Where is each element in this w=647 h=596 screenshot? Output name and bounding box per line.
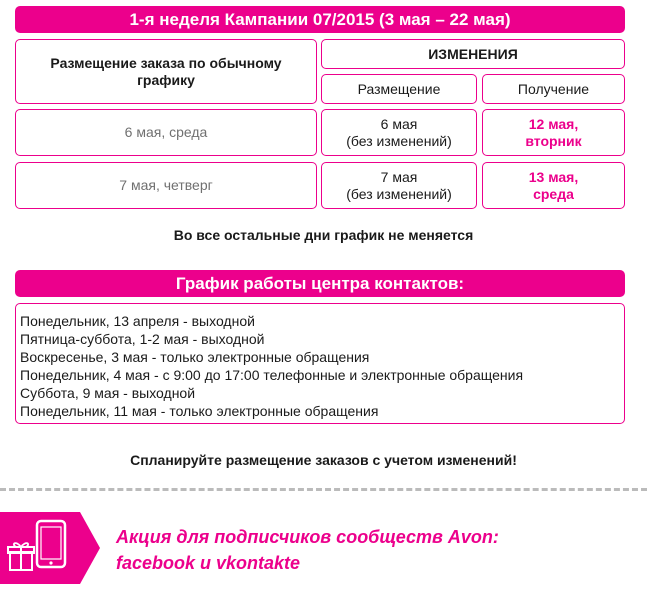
row-2-receipt-weekday: среда [533, 185, 574, 202]
table-row-1-placement [321, 109, 477, 156]
list-item: Понедельник, 4 мая - с 9:00 до 17:00 телефонные и электронные обращения [20, 367, 524, 383]
changes-header-label: ИЗМЕНЕНИЯ [428, 45, 518, 62]
row-2-placement-note: (без изменений) [346, 185, 452, 202]
plan-orders-note: Спланируйте размещение заказов с учетом изменений! [130, 452, 517, 468]
placement-header-label: Размещение [357, 80, 441, 97]
list-item: Воскресенье, 3 мая - только электронные обращения [20, 349, 370, 365]
row-2-regular-date: 7 мая, четверг [119, 177, 213, 193]
table-row-2-placement [321, 162, 477, 209]
contacts-schedule-list [15, 303, 625, 424]
row-1-receipt-date: 12 мая, [528, 115, 579, 132]
receipt-header [482, 74, 625, 104]
row-1-placement-note: (без изменений) [346, 132, 452, 149]
promo-line-1: Акция для подписчиков сообществ Avon: [116, 527, 499, 547]
promo-line-2: facebook и vkontakte [116, 553, 301, 573]
changes-header [321, 39, 625, 69]
list-item: Суббота, 9 мая - выходной [20, 385, 196, 401]
promo-link[interactable] [116, 524, 636, 576]
table-row-2-receipt [482, 162, 625, 209]
table-row-1-regular [15, 109, 317, 156]
list-item: Понедельник, 13 апреля - выходной [20, 313, 255, 329]
campaign-title: 1-я неделя Кампании 07/2015 (3 мая – 22 мая) [15, 6, 625, 33]
section-divider [0, 488, 647, 491]
row-1-receipt-weekday: вторник [525, 132, 582, 149]
placement-header [321, 74, 477, 104]
receipt-header-label: Получение [517, 80, 590, 97]
row-1-placement-date: 6 мая [380, 115, 418, 132]
list-item: Пятница-суббота, 1-2 мая - выходной [20, 331, 265, 347]
row-2-receipt-date: 13 мая, [528, 168, 579, 185]
row-2-placement-date: 7 мая [380, 168, 418, 185]
contacts-title: График работы центра контактов: [15, 270, 625, 297]
table-row-1-receipt [482, 109, 625, 156]
table-row-2-regular [15, 162, 317, 209]
row-1-regular-date: 6 мая, среда [124, 124, 208, 140]
schedule-unchanged-note: Во все остальные дни график не меняется [173, 227, 474, 243]
list-item: Понедельник, 11 мая - только электронные обращения [20, 403, 379, 419]
regular-schedule-header-label: Размещение заказа по обычному графику [50, 54, 282, 88]
regular-schedule-header [15, 39, 317, 104]
promo-banner-icon[interactable] [0, 508, 100, 588]
